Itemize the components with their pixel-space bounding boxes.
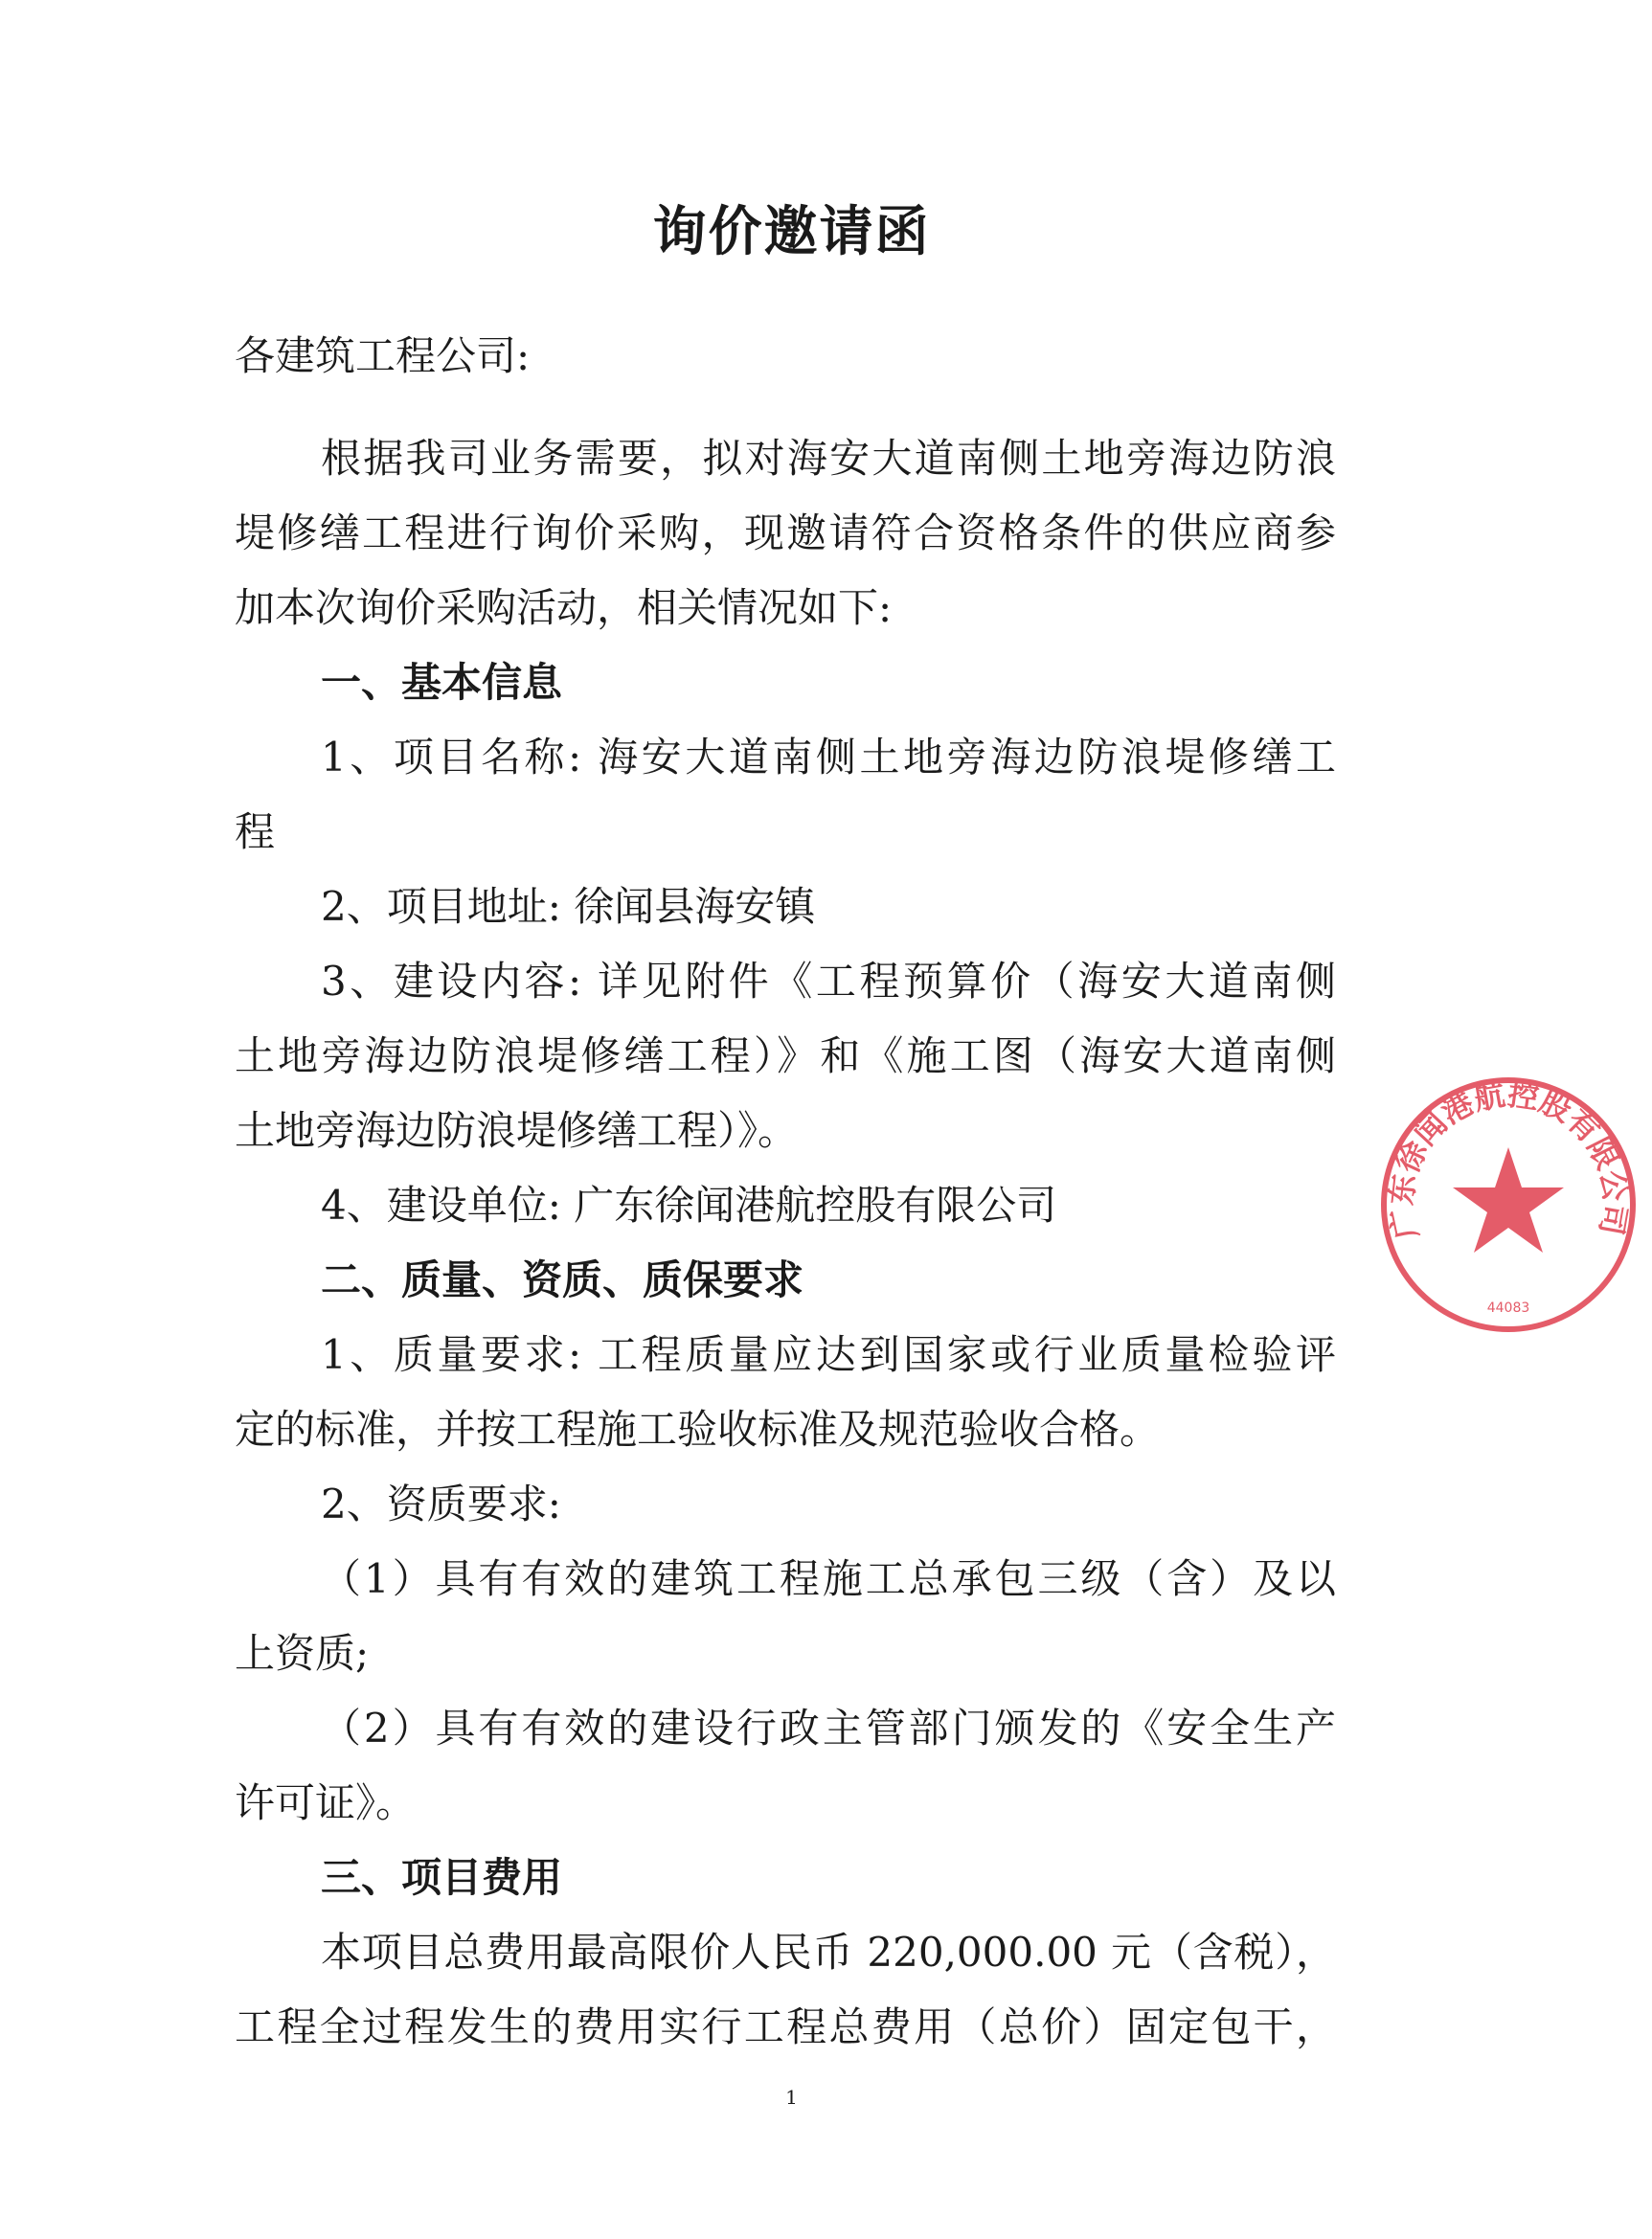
project-name-line-1: 1、项目名称: 海安大道南侧土地旁海边防浪堤修缮工 [321,734,1336,780]
salutation: 各建筑工程公司: [235,332,531,379]
document-title: 询价邀请函 [652,201,931,263]
qualification-1-line-1: （1）具有有效的建筑工程施工总承包三级（含）及以 [321,1555,1336,1602]
construction-unit: 4、建设单位: 广东徐闻港航控股有限公司 [321,1182,1057,1229]
qualification-1-line-2: 上资质; [235,1630,370,1677]
quality-requirement-line-1: 1、质量要求: 工程质量应达到国家或行业质量检验评 [321,1331,1336,1378]
project-cost-line-1: 本项目总费用最高限价人民币 220,000.00 元（含税）， [321,1929,1336,1976]
quality-requirement-line-2: 定的标准，并按工程施工验收标准及规范验收合格。 [235,1406,1161,1453]
section-2-heading: 二、质量、资质、质保要求 [321,1256,804,1303]
seal-star-icon [1453,1147,1564,1253]
seal-code: 44083 [1486,1300,1530,1316]
qualification-2-line-1: （2）具有有效的建设行政主管部门颁发的《安全生产 [321,1705,1336,1752]
section-3-heading: 三、项目费用 [321,1854,563,1901]
intro-line-1: 根据我司业务需要，拟对海安大道南侧土地旁海边防浪 [321,435,1336,482]
page-number: 1 [785,2086,798,2109]
construction-content-line-3: 土地旁海边防浪堤修缮工程）》。 [235,1107,799,1154]
seal-text: 广东徐闻港航控股有限公司 [1383,1075,1634,1243]
project-address: 2、项目地址: 徐闻县海安镇 [321,883,816,930]
qualification-2-line-2: 许可证》。 [235,1779,417,1826]
intro-line-3: 加本次询价采购活动，相关情况如下: [235,584,893,631]
company-seal [1365,1061,1652,1348]
project-cost-line-2: 工程全过程发生的费用实行工程总费用（总价）固定包干， [235,2003,1336,2050]
qualification-requirement: 2、资质要求: [321,1481,561,1527]
section-1-heading: 一、基本信息 [321,659,563,706]
construction-content-line-2: 土地旁海边防浪堤修缮工程）》和《施工图（海安大道南侧 [235,1032,1336,1079]
construction-content-line-1: 3、建设内容: 详见附件《工程预算价（海安大道南侧 [321,958,1336,1005]
intro-line-2: 堤修缮工程进行询价采购，现邀请符合资格条件的供应商参 [235,509,1336,556]
project-name-line-2: 程 [235,808,276,855]
